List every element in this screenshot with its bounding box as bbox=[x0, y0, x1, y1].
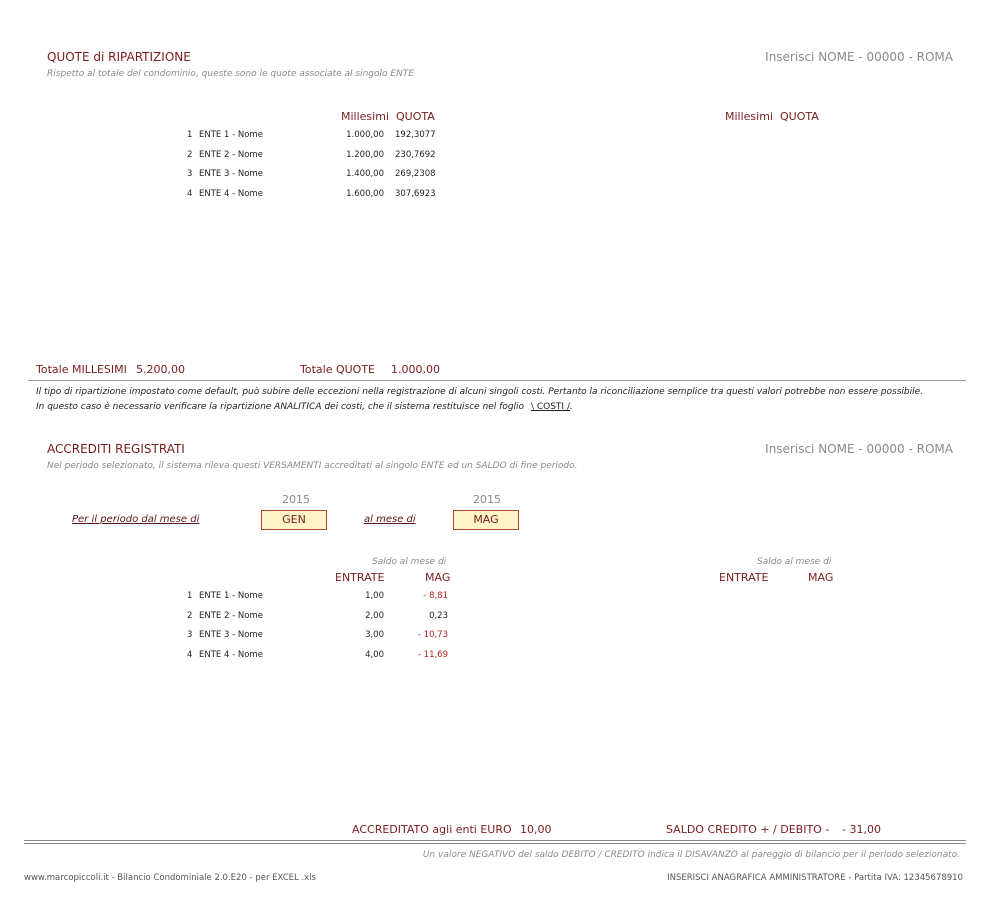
total-quote-label: Totale QUOTE bbox=[300, 363, 375, 376]
ente-name: ENTE 3 - Nome bbox=[199, 169, 263, 179]
table-row bbox=[0, 150, 992, 169]
entrate-value: 2,00 bbox=[365, 610, 384, 621]
row-index: 2 bbox=[187, 610, 193, 621]
saldo-row-value: - 11,69 bbox=[417, 649, 448, 660]
double-rule-bottom bbox=[24, 843, 966, 844]
row-index: 4 bbox=[187, 649, 193, 660]
table-row bbox=[0, 130, 992, 149]
note-line-2-text: In questo caso è necessario verificare la ripartizione ANALITICA dei costi, che il sistema restituisce nel foglio bbox=[36, 402, 525, 412]
quota-value: 307,6923 bbox=[395, 188, 436, 199]
table-row bbox=[0, 591, 992, 610]
section2-title: ACCREDITI REGISTRATI bbox=[47, 442, 185, 456]
table-row bbox=[0, 630, 992, 649]
period-from-label: Per il periodo dal mese di bbox=[72, 514, 200, 525]
note-line-2-end: . bbox=[569, 402, 573, 412]
col2-millesimi-header: Millesimi bbox=[725, 110, 773, 123]
millesimi-value: 1.000,00 bbox=[346, 130, 384, 140]
footer-left: www.marcopiccoli.it - Bilancio Condominiale 2.0.E20 - per EXCEL .xls bbox=[24, 873, 316, 883]
note-line-1: Il tipo di ripartizione impostato come default, può subire delle eccezioni nella registrazione di alcuni singoli costi. Pertanto la riconciliazione semplice tra questi valori potrebbe non essere possibile. bbox=[36, 387, 924, 397]
period-to-month-cell[interactable]: MAG bbox=[453, 510, 519, 530]
section1-subtitle: Rispetto al totale del condominio, queste sono le quote associate al singolo ENTE bbox=[47, 69, 414, 79]
col2-entrate-header: ENTRATE bbox=[719, 571, 769, 584]
millesimi-value: 1.600,00 bbox=[346, 188, 384, 199]
row-index: 4 bbox=[187, 188, 193, 199]
row-index: 2 bbox=[187, 149, 193, 160]
row-index: 1 bbox=[187, 130, 193, 140]
total-quote-value: 1.000,00 bbox=[391, 363, 440, 376]
table-row bbox=[0, 650, 992, 669]
saldo-label: SALDO CREDITO + / DEBITO - bbox=[666, 823, 830, 836]
section1-org: Inserisci NOME - 00000 - ROMA bbox=[765, 50, 953, 64]
footer-right: INSERISCI ANAGRAFICA AMMINISTRATORE - Partita IVA: 12345678910 bbox=[667, 873, 963, 883]
table-row bbox=[0, 189, 992, 208]
total-millesimi-label: Totale MILLESIMI bbox=[36, 363, 127, 376]
row-index: 1 bbox=[187, 591, 193, 601]
total-millesimi-value: 5.200,00 bbox=[136, 363, 185, 376]
accreditato-value: 10,00 bbox=[520, 823, 552, 836]
period-from-month-cell[interactable]: GEN bbox=[261, 510, 327, 530]
row-index: 3 bbox=[187, 169, 193, 179]
ente-name: ENTE 4 - Nome bbox=[199, 649, 263, 660]
ente-name: ENTE 4 - Nome bbox=[199, 188, 263, 199]
period-to-year: 2015 bbox=[473, 493, 501, 506]
ente-name: ENTE 1 - Nome bbox=[199, 130, 263, 140]
entrate-value: 1,00 bbox=[365, 591, 384, 601]
double-rule-top bbox=[24, 840, 966, 841]
saldo-value: - 31,00 bbox=[842, 823, 881, 836]
saldo-row-value: - 8,81 bbox=[423, 591, 448, 601]
row-index: 3 bbox=[187, 630, 193, 640]
ente-name: ENTE 1 - Nome bbox=[199, 591, 263, 601]
note-line-2 bbox=[36, 402, 573, 412]
costi-sheet-link[interactable]: \ COSTI / bbox=[530, 402, 570, 412]
col-mese-header: MAG bbox=[425, 571, 451, 584]
saldo-row-value: - 10,73 bbox=[417, 630, 448, 640]
section2-org: Inserisci NOME - 00000 - ROMA bbox=[765, 442, 953, 456]
saldo-bottom-note: Un valore NEGATIVO del saldo DEBITO / CREDITO indica il DISAVANZO al pareggio di bilancio per il periodo selezionato. bbox=[422, 850, 960, 860]
saldo-row-value: 0,23 bbox=[429, 610, 448, 621]
period-from-year: 2015 bbox=[282, 493, 310, 506]
ente-name: ENTE 3 - Nome bbox=[199, 630, 263, 640]
col2-quota-header: QUOTA bbox=[780, 110, 819, 123]
accreditato-label: ACCREDITATO agli enti EURO bbox=[352, 823, 512, 836]
table-row bbox=[0, 169, 992, 188]
entrate-value: 3,00 bbox=[365, 630, 384, 640]
section1-title: QUOTE di RIPARTIZIONE bbox=[47, 50, 191, 64]
col-quota-header: QUOTA bbox=[396, 110, 435, 123]
col-entrate-header: ENTRATE bbox=[335, 571, 385, 584]
millesimi-value: 1.400,00 bbox=[346, 169, 384, 179]
divider bbox=[28, 380, 966, 381]
saldo-caption: Saldo al mese di bbox=[372, 557, 447, 567]
col-millesimi-header: Millesimi bbox=[341, 110, 389, 123]
table-row bbox=[0, 611, 992, 630]
quota-value: 269,2308 bbox=[395, 169, 436, 179]
col2-mese-header: MAG bbox=[808, 571, 834, 584]
ente-name: ENTE 2 - Nome bbox=[199, 610, 263, 621]
ente-name: ENTE 2 - Nome bbox=[199, 149, 263, 160]
quota-value: 230,7692 bbox=[395, 149, 436, 160]
saldo2-caption: Saldo al mese di bbox=[757, 557, 832, 567]
entrate-value: 4,00 bbox=[365, 649, 384, 660]
section2-subtitle: Nel periodo selezionato, il sistema rileva questi VERSAMENTI accreditati al singolo ENTE ed un SALDO di fine periodo. bbox=[47, 461, 578, 471]
period-to-label: al mese di bbox=[364, 514, 416, 525]
quota-value: 192,3077 bbox=[395, 130, 436, 140]
millesimi-value: 1.200,00 bbox=[346, 149, 384, 160]
